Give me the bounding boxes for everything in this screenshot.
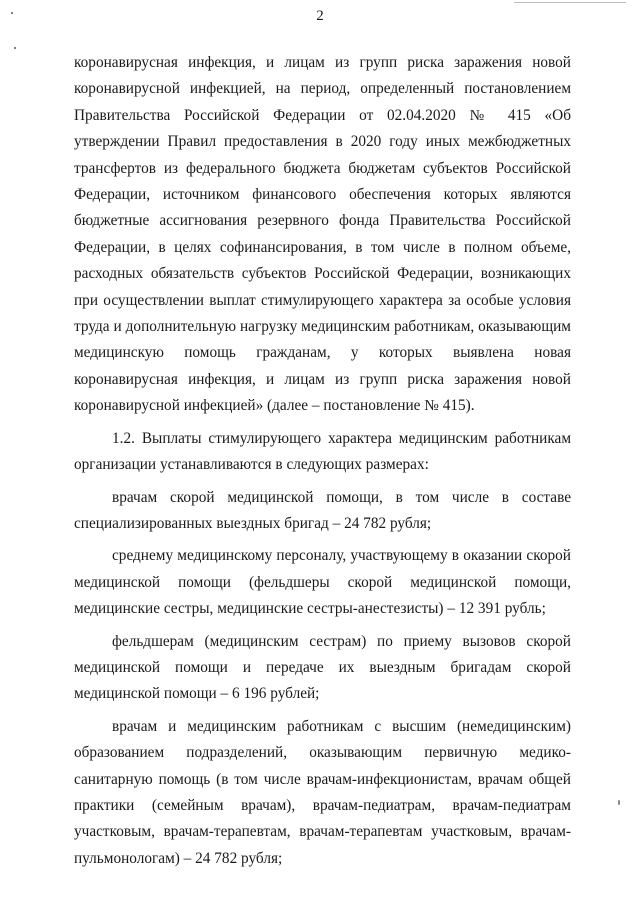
- paragraph-call-takers: фельдшерам (медицинским сестрам) по приему вызовов скорой медицинской помощи и передаче их выездным бригадам скорой медицинской помощи – 6 196 рублей;: [74, 632, 571, 703]
- paragraph-mid-level-staff: среднему медицинскому персоналу, участвующему в оказании скорой медицинской помощи (фельдшеры скорой медицинской помощи, медицинские сестры, медицинские сестры-анестезисты) – 12 391 рубль;: [74, 547, 571, 618]
- page-number: 2: [316, 8, 324, 24]
- paragraph-emergency-doctors: врачам скорой медицинской помощи, в том числе в составе специализированных выездных бригад – 24 782 рубля;: [74, 488, 571, 532]
- paragraph-primary-care-doctors: врачам и медицинским работникам с высшим (немедицинским) образованием подразделений, оказывающим первичную медико-санитарную помощь (в том числе врачам-инфекционистам, врачам общей практики (семейным врачам), врачам-педиатрам, врачам-педиатрам участковым, врачам-терапевтам, врачам-терапевтам участковым, врачам-пульмонологам) – 24 782 рубля;: [74, 717, 571, 867]
- scan-edge-mark: [514, 2, 626, 5]
- scan-speck: [618, 800, 620, 805]
- paragraph-section-1-2: 1.2. Выплаты стимулирующего характера медицинским работникам организации устанавливаются в следующих размерах:: [74, 429, 571, 474]
- paragraph-continuation: коронавирусная инфекция, и лицам из групп риска заражения новой коронавирусной инфекцией, на период, определенный постановлением Правительства Российской Федерации от 02.04.2020 № 415 «Об утверждении Правил предоставления в 2020 году иных межбюджетных трансфертов из федерального бюджета бюджетам субъектов Российской Федерации, источником финансового обеспечения которых являются бюджетные ассигнования резервного фонда Правительства Российской Федерации, в целях софинансирования, в том числе в полном объеме, расходных обязательств субъектов Российской Федерации, возникающих при осуществлении выплат стимулирующего характера за особые условия труда и дополнительную нагрузку медицинским работникам, оказывающим медицинскую помощь гражданам, у которых выявлена новая коронавирусная инфекция, и лицам из групп риска заражения новой коронавирусной инфекцией» (далее – постановление № 415).: [74, 54, 571, 415]
- body-text: [74, 50, 571, 872]
- scan-speck: [14, 47, 16, 49]
